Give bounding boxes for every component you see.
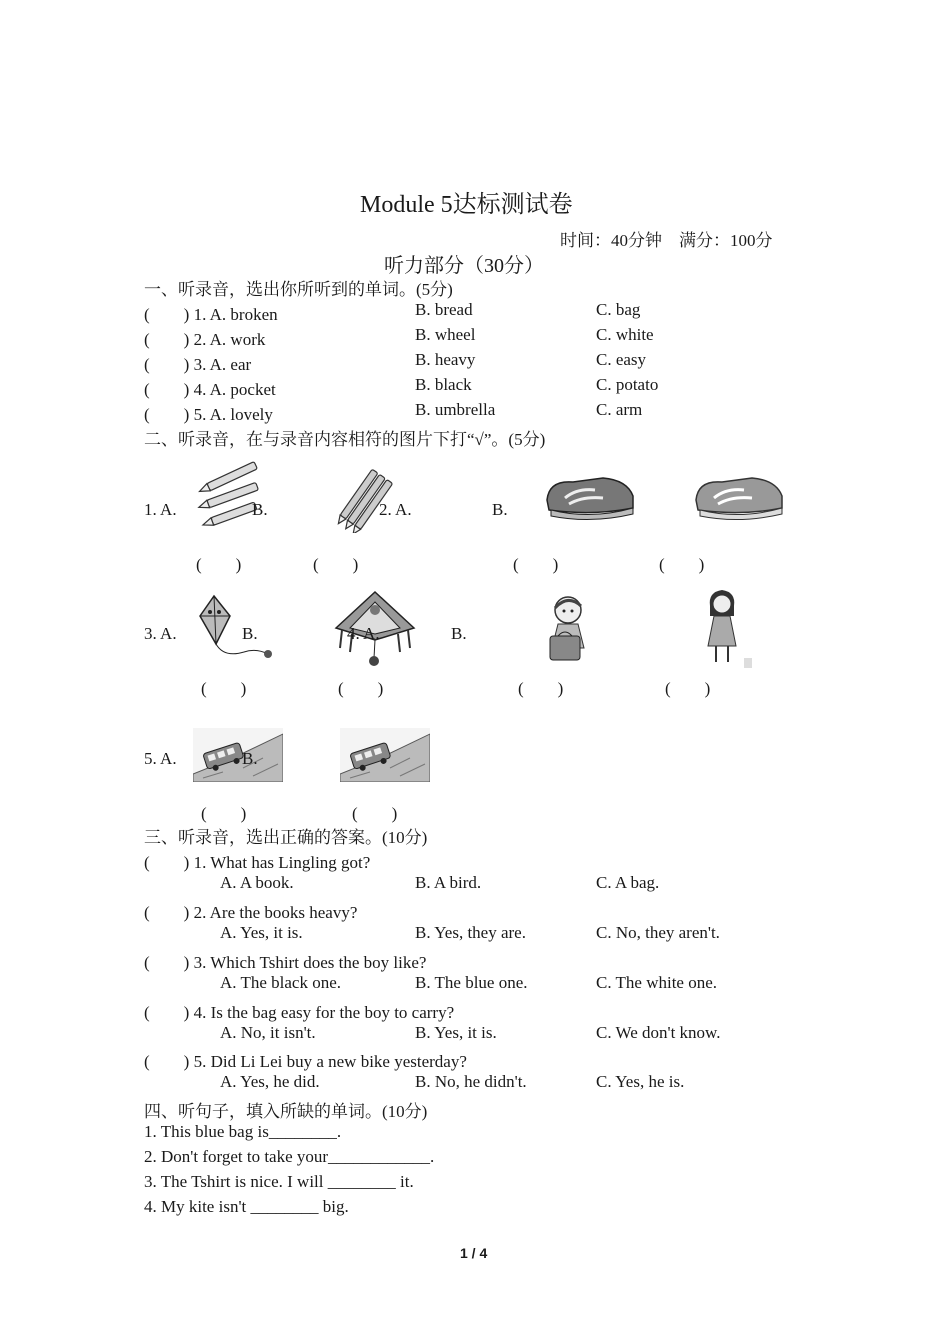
question-text: ( ) 1. What has Lingling got? <box>144 853 371 872</box>
question-text: ( ) 3. A. ear <box>144 355 252 374</box>
answer-bracket[interactable]: ( ) <box>665 679 711 698</box>
option-c: C. easy <box>596 350 647 369</box>
option-c: C. potato <box>596 375 659 394</box>
option-b: B. black <box>415 375 472 394</box>
question-text: ( ) 2. Are the books heavy? <box>144 903 358 922</box>
answer-bracket[interactable]: ( ) <box>201 679 247 698</box>
label-3b: B. <box>242 624 258 643</box>
page-title: Module 5达标测试卷 <box>360 192 573 218</box>
part4-heading: 四、听句子，填入所缺的单词。(10分) <box>144 1102 428 1121</box>
label-1a: 1. A. <box>144 500 177 519</box>
option-c: C. We don't know. <box>596 1023 721 1042</box>
label-1b: B. <box>252 500 268 519</box>
label-2a: 2. A. <box>379 500 412 519</box>
part1-heading: 一、听录音，选出你所听到的单词。(5分) <box>144 280 453 299</box>
answer-bracket[interactable]: ( ) <box>196 555 242 574</box>
question-text: ( ) 5. A. lovely <box>144 405 273 424</box>
option-a: A. Yes, he did. <box>220 1072 320 1091</box>
part3-heading: 三、听录音，选出正确的答案。(10分) <box>144 828 428 847</box>
option-b: B. bread <box>415 300 473 319</box>
label-5a: 5. A. <box>144 749 177 768</box>
label-5b: B. <box>242 749 258 768</box>
question-text: ( ) 4. Is the bag easy for the boy to carry? <box>144 1003 455 1022</box>
answer-bracket[interactable]: ( ) <box>201 804 247 823</box>
fill-blank-line: 1. This blue bag is________. <box>144 1122 342 1141</box>
fill-blank-line: 2. Don't forget to take your____________. <box>144 1147 435 1166</box>
option-c: C. arm <box>596 400 643 419</box>
answer-bracket[interactable]: ( ) <box>338 679 384 698</box>
option-a: A. The black one. <box>220 973 342 992</box>
option-c: C. A bag. <box>596 873 660 892</box>
option-b: B. umbrella <box>415 400 496 419</box>
label-4a: 4. A. <box>347 624 380 643</box>
option-b: B. No, he didn't. <box>415 1072 527 1091</box>
fill-blank-line: 3. The Tshirt is nice. I will ________ it. <box>144 1172 414 1191</box>
option-a: A. No, it isn't. <box>220 1023 316 1042</box>
option-c: C. white <box>596 325 654 344</box>
answer-bracket[interactable]: ( ) <box>518 679 564 698</box>
bus-hill-image-a <box>193 728 283 782</box>
question-text: ( ) 2. A. work <box>144 330 266 349</box>
option-b: B. The blue one. <box>415 973 528 992</box>
label-3a: 3. A. <box>144 624 177 643</box>
shoes-light-image <box>692 470 787 525</box>
option-a: A. Yes, it is. <box>220 923 303 942</box>
answer-bracket[interactable]: ( ) <box>352 804 398 823</box>
part2-heading: 二、听录音，在与录音内容相符的图片下打“√”。(5分) <box>144 430 546 449</box>
answer-bracket[interactable]: ( ) <box>659 555 705 574</box>
label-4b: B. <box>451 624 467 643</box>
option-b: B. Yes, they are. <box>415 923 526 942</box>
question-text: ( ) 3. Which Tshirt does the boy like? <box>144 953 427 972</box>
option-c: C. The white one. <box>596 973 718 992</box>
option-b: B. A bird. <box>415 873 482 892</box>
page-number: 1 / 4 <box>460 1245 488 1261</box>
girl-with-bag-image <box>540 592 600 666</box>
option-b: B. heavy <box>415 350 476 369</box>
option-c: C. bag <box>596 300 641 319</box>
bus-hill-image-b <box>340 728 430 782</box>
option-c: C. No, they aren't. <box>596 923 720 942</box>
time-info: 时间：40分钟 满分：100分 <box>560 231 773 250</box>
label-2b: B. <box>492 500 508 519</box>
kite-small-image <box>194 592 278 662</box>
pencils-bundle-image <box>332 465 400 533</box>
listening-title: 听力部分（30分） <box>384 255 544 277</box>
option-c: C. Yes, he is. <box>596 1072 685 1091</box>
option-a: A. A book. <box>220 873 294 892</box>
girl-standing-image <box>704 586 756 672</box>
question-text: ( ) 5. Did Li Lei buy a new bike yesterday? <box>144 1052 467 1071</box>
answer-bracket[interactable]: ( ) <box>513 555 559 574</box>
shoes-dark-image <box>543 470 638 525</box>
fill-blank-line: 4. My kite isn't ________ big. <box>144 1197 349 1216</box>
option-b: B. Yes, it is. <box>415 1023 497 1042</box>
answer-bracket[interactable]: ( ) <box>313 555 359 574</box>
option-b: B. wheel <box>415 325 476 344</box>
question-text: ( ) 4. A. pocket <box>144 380 276 399</box>
question-text: ( ) 1. A. broken <box>144 305 278 324</box>
